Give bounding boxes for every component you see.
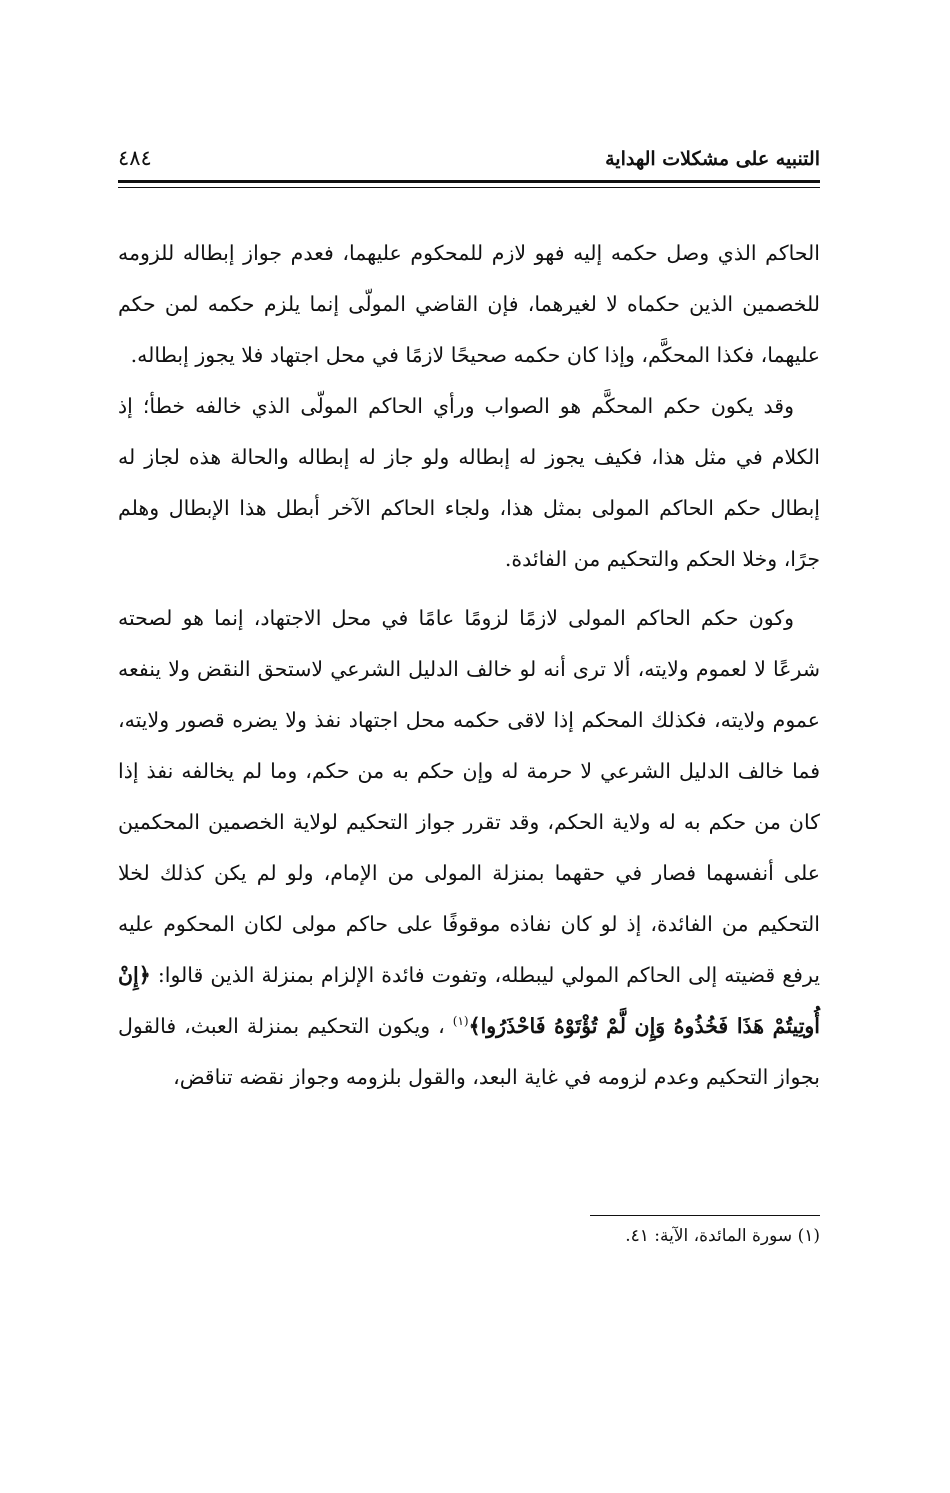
paragraph-1: الحاكم الذي وصل حكمه إليه فهو لازم للمحكوم عليهما، فعدم جواز إبطاله للزومه للخصمين الذين حكماه لا لغيرهما، فإن القاضي المولّى إنما يلزم حكمه لمن حكم عليهما، فكذا المحكَّم، وإذا كان حكمه صحيحًا لازمًا في محل اجتهاد فلا يجوز إبطاله. bbox=[118, 241, 820, 367]
paragraph-2: وقد يكون حكم المحكَّم هو الصواب ورأي الحاكم المولّى الذي خالفه خطأ؛ إذ الكلام في مثل هذا، فكيف يجوز له إبطاله ولو جاز له إبطاله والحالة هذه لجاز له إبطال حكم الحاكم المولى بمثل هذا، ولجاء الحاكم الآخر أبطل هذا الإبطال وهلم جرًا، وخلا الحكم والتحكيم من الفائدة. bbox=[118, 394, 820, 571]
footnote-reference: (١) bbox=[452, 1014, 469, 1029]
header-rule-thick bbox=[118, 180, 820, 183]
paragraph-3-text-before-verse: وكون حكم الحاكم المولى لازمًا لزومًا عامًا في محل الاجتهاد، إنما هو لصحته شرعًا لا لعموم ولايته، ألا ترى أنه لو خالف الدليل الشرعي لاستحق النقض ولا ينفعه عموم ولايته، فكذلك المحكم إذا لاقى حكمه محل اجتهاد نفذ ولا يضره قصور ولايته، فما خالف الدليل الشرعي لا حرمة له وإن حكم به من حكم، وما لم يخالفه نفذ إذا كان من حكم به له ولاية الحكم، وقد تقرر جواز التحكيم لولاية الخصمين المحكمين على أنفسهما فصار في حقهما بمنزلة المولى من الإمام، ولو لم يكن كذلك لخلا التحكيم من الفائدة، إذ لو كان نفاذه موقوفًا على حاكم مولى لكان المحكوم عليه يرفع قضيته إلى الحاكم المولي ليبطله، وتفوت فائدة الإلزام بمنزلة الذين قالوا: bbox=[118, 606, 820, 987]
footnote-text: سورة المائدة، الآية: ٤١. bbox=[625, 1226, 793, 1246]
paragraph-3 bbox=[118, 593, 820, 1103]
main-text bbox=[118, 228, 820, 1103]
footnote-marker: (١) bbox=[797, 1226, 820, 1246]
quran-verse: ﴿إِنْ أُوتِيتُمْ هَذَا فَخُذُوهُ وَإِن لَّمْ تُؤْتَوْهُ فَاحْذَرُوا﴾ bbox=[118, 963, 820, 1038]
header-rule-thin bbox=[118, 187, 820, 188]
footnote-separator bbox=[590, 1215, 820, 1216]
footnote bbox=[625, 1226, 820, 1246]
page-number: ٤٨٤ bbox=[118, 146, 152, 170]
running-title: التنبيه على مشكلات الهداية bbox=[605, 148, 820, 170]
paragraph-3-text-after-verse: ، ويكون التحكيم بمنزلة العبث، فالقول بجواز التحكيم وعدم لزومه في غاية البعد، والقول بلزومه وجواز نقضه تناقض، bbox=[118, 1014, 820, 1089]
page-header bbox=[118, 148, 820, 174]
